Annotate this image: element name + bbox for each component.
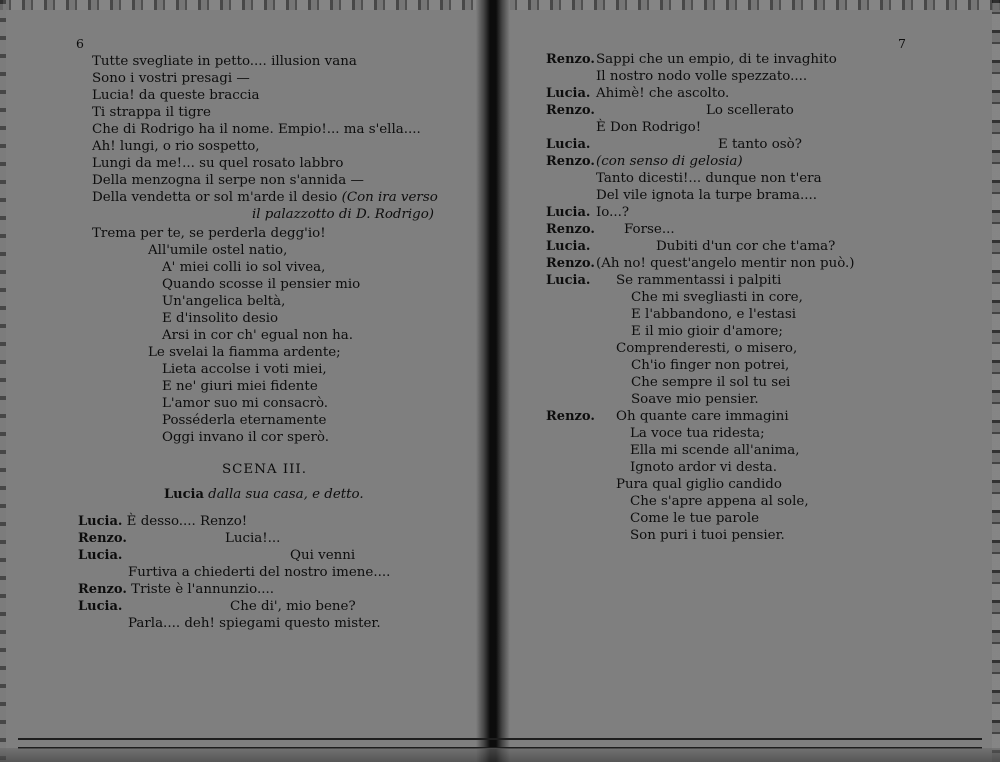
dialogue-text: Che sempre il sol tu sei [631,375,791,390]
left-page [0,0,476,740]
speaker-name: Lucia. [546,273,591,288]
right-page [510,0,1000,740]
verse-line: Lucia! da queste braccia [92,88,260,103]
speaker-name: Lucia. [78,548,123,563]
dialogue-text: Furtiva a chiederti del nostro imene.... [128,565,391,580]
verse-line: L'amor suo mi consacrò. [162,396,329,411]
dialogue-text: Qui venni [290,548,356,563]
verse-line: Sono i vostri presagi — [92,71,250,86]
dialogue-text: Che s'apre appena al sole, [630,494,809,509]
dialogue-text: Tanto dicesti!... dunque non t'era [596,171,822,186]
stage-direction: dalla sua casa, e detto. [208,487,364,502]
speaker-name: Renzo. [546,103,595,118]
verse-line: E d'insolito desio [162,311,279,326]
speaker-name: Renzo. [546,222,595,237]
dialogue-text: Io...? [596,205,630,220]
bottom-edge [0,748,1000,762]
verse-line: Arsi in cor ch' egual non ha. [162,328,353,343]
speaker-name: Lucia. [546,137,591,152]
dialogue-text: Dubiti d'un cor che t'ama? [656,239,836,254]
dialogue-text: Del vile ignota la turpe brama.... [596,188,818,203]
stage-direction: il palazzotto di D. Rodrigo) [251,207,434,222]
dialogue-text: Son puri i tuoi pensier. [630,528,785,543]
dialogue-text: Oh quante care immagini [616,409,789,424]
dialogue-text: Comprenderesti, o misero, [616,341,798,356]
scene-title: SCENA III. [222,462,307,477]
speaker-name: Renzo. [546,256,595,271]
dialogue-text: Soave mio pensier. [631,392,759,407]
dialogue-text: Forse... [624,222,675,237]
stage-direction: (con senso di gelosia) [596,154,743,169]
dialogue-text: Ahimè! che ascolto. [596,86,730,101]
verse-text: Della vendetta or sol m'arde il desio [92,190,338,205]
dialogue-text: (Ah no! quest'angelo mentir non può.) [596,256,855,271]
dialogue-text: La voce tua ridesta; [630,426,765,441]
dialogue-text: Sappi che un empio, di te invaghito [596,52,837,67]
verse-line: All'umile ostel natio, [148,243,288,258]
verse-line: Ah! lungi, o rio sospetto, [92,139,260,154]
verse-line: Tutte svegliate in petto.... illusion vana [92,54,357,69]
dialogue-text: E il mio gioir d'amore; [631,324,783,339]
dialogue-text: Ch'io finger non potrei, [631,358,790,373]
speaker-name: Lucia. [78,514,123,529]
dialogue-text: Ella mi scende all'anima, [630,443,800,458]
speaker-name: Renzo. [546,52,595,67]
verse-line: E ne' giuri miei fidente [162,379,318,394]
dialogue-line [78,581,274,598]
dialogue-text: Se rammentassi i palpiti [616,273,782,288]
verse-line: Lungi da me!... su quel rosato labbro [92,156,344,171]
speaker-name: Lucia. [78,599,123,614]
page-number: 7 [898,36,906,51]
dialogue-text: Che di', mio bene? [230,599,356,614]
dialogue-text: È desso.... Renzo! [126,514,248,529]
dialogue-text: Parla.... deh! spiegami questo mister. [128,616,381,631]
verse-line: Trema per te, se perderla degg'io! [92,226,326,241]
speaker-name: Renzo. [546,409,595,424]
speaker-name: Lucia. [546,239,591,254]
speaker-name: Lucia. [546,86,591,101]
verse-line [92,189,438,206]
stage-direction: (Con ira verso [341,190,438,205]
dialogue-text: E tanto osò? [718,137,802,152]
dialogue-text: Pura qual giglio candido [616,477,782,492]
page-number: 6 [76,36,84,51]
speaker-name: Renzo. [78,582,127,597]
dialogue-text: È Don Rodrigo! [596,120,702,135]
dialogue-text: Che mi svegliasti in core, [631,290,803,305]
dialogue-text: Il nostro nodo volle spezzato.... [596,69,808,84]
speaker-name: Lucia. [546,205,591,220]
dialogue-text: Come le tue parole [630,511,760,526]
verse-line: Della menzogna il serpe non s'annida — [92,173,364,188]
dialogue-text: Triste è l'annunzio.... [131,582,275,597]
dialogue-text: Lo scellerato [706,103,794,118]
verse-line: Quando scosse il pensier mio [162,277,361,292]
verse-line: Posséderla eternamente [162,413,327,428]
book-gutter [476,0,510,762]
verse-line: Lieta accolse i voti miei, [162,362,327,377]
verse-line: Un'angelica beltà, [162,294,286,309]
scene-subtitle [164,486,364,503]
verse-line: Oggi invano il cor sperò. [162,430,329,445]
speaker-name: Renzo. [78,531,127,546]
verse-line: Le svelai la fiamma ardente; [148,345,341,360]
dialogue-text: E l'abbandono, e l'estasi [631,307,797,322]
dialogue-text: Ignoto ardor vi desta. [630,460,778,475]
verse-line: Che di Rodrigo ha il nome. Empio!... ma s'ella.... [92,122,421,137]
speaker-name: Lucia [164,487,204,502]
dialogue-line [78,513,247,530]
dialogue-text: Lucia!... [225,531,281,546]
verse-line: A' miei colli io sol vivea, [162,260,326,275]
speaker-name: Renzo. [546,154,595,169]
verse-line: Ti strappa il tigre [92,105,211,120]
